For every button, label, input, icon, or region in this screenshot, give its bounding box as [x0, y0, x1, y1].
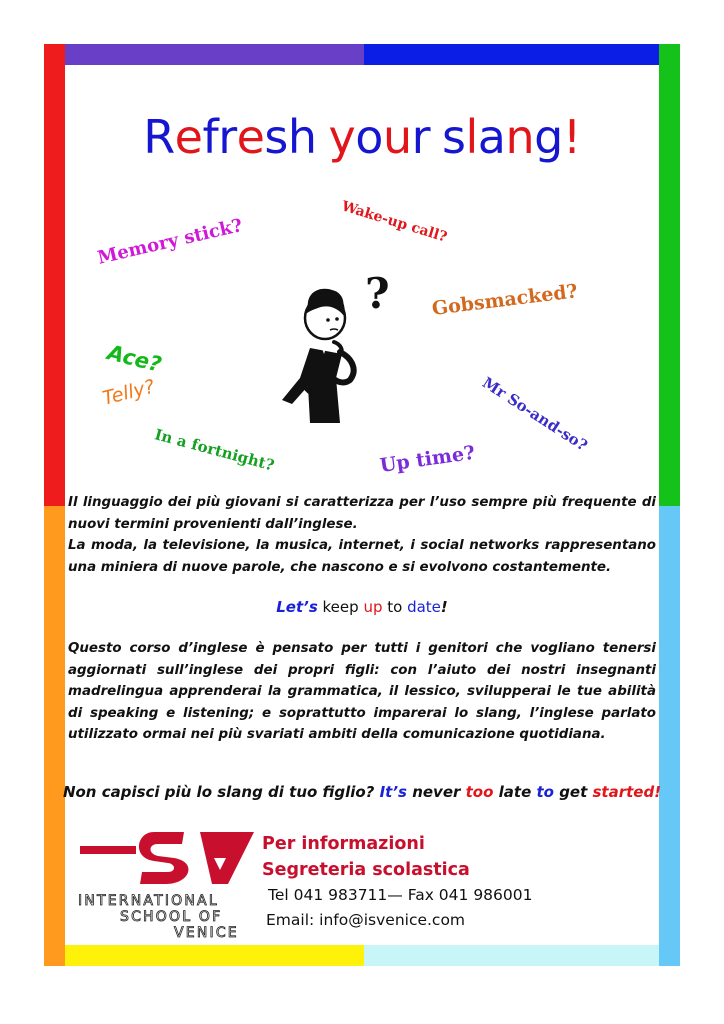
- page-title: [0, 110, 724, 164]
- slogan-date: date: [407, 598, 441, 616]
- title-letter: R: [143, 110, 175, 164]
- title-letter: f: [202, 110, 219, 164]
- slogan-to: to: [382, 598, 408, 616]
- question-part: to: [536, 783, 554, 801]
- title-letter: o: [355, 110, 383, 164]
- frame-bottom-right: [364, 945, 659, 966]
- intro-sentence-2: La moda, la televisione, la musica, internet, i social networks rappresentano una miniera di nuove parole, che nascono e si evolvono costantemente.: [68, 538, 656, 575]
- slang-telly: Telly?: [100, 375, 157, 410]
- title-letter: e: [236, 110, 265, 164]
- slogan-keep: keep: [317, 598, 364, 616]
- slogan-lets: Let’s: [276, 598, 318, 616]
- slang-memory-stick: Memory stick?: [95, 214, 245, 269]
- question-part: get: [553, 783, 593, 801]
- title-letter: h: [287, 110, 317, 164]
- slang-in-a-fortnight: In a fortnight?: [152, 425, 277, 475]
- question-part: It’s: [379, 783, 407, 801]
- contact-phone: Tel 041 983711— Fax 041 986001: [268, 886, 533, 904]
- title-letter: !: [562, 110, 581, 164]
- question-mark-icon: ?: [365, 269, 390, 318]
- contact-email: Email: info@isvenice.com: [266, 911, 466, 929]
- school-logo: [78, 828, 256, 940]
- frame-top-left: [44, 44, 364, 65]
- logo-line-1: INTERNATIONAL: [78, 893, 219, 909]
- intro-paragraph: [68, 492, 656, 578]
- slang-mr-so-and-so: Mr So-and-so?: [479, 373, 591, 455]
- title-letter: a: [477, 110, 506, 164]
- title-letter: u: [382, 110, 412, 164]
- title-letter: n: [505, 110, 535, 164]
- contact-heading-1: Per informazioni: [262, 834, 425, 854]
- title-letter: s: [264, 110, 288, 164]
- slogan-up: up: [363, 598, 383, 616]
- contact-heading-2: Segreteria scolastica: [262, 860, 470, 880]
- title-letter: s: [442, 110, 466, 164]
- frame-bottom-left: [65, 945, 364, 966]
- frame-left-bottom: [44, 506, 65, 966]
- course-paragraph: Questo corso d’inglese è pensato per tutti i genitori che vogliano tenersi aggiornati sull’inglese dei propri figli: con l’aiuto dei nostri insegnanti madrelingua apprenderai la grammatica, il lessico, svilupperai le tue abilità di speaking e listening; e soprattutto imparerai lo slang, l’inglese parlato utilizzato ormai nei più svariati ambiti della comunicazione quotidiana.: [68, 641, 656, 742]
- intro-sentence-1: Il linguaggio dei più giovani si caratterizza per l’uso sempre più frequente di nuovi termini provenienti dall’inglese.: [68, 495, 656, 532]
- title-letter: r: [218, 110, 237, 164]
- title-letter: g: [534, 110, 563, 164]
- question-part: started!: [592, 783, 662, 801]
- title-letter: l: [465, 110, 478, 164]
- title-letter: y: [328, 110, 356, 164]
- thinking-person-illustration: [270, 268, 420, 428]
- isv-logo-mark: [78, 828, 256, 888]
- slang-gobsmacked: Gobsmacked?: [430, 280, 579, 320]
- slang-ace: Ace?: [105, 340, 164, 377]
- frame-right-bottom: [659, 506, 680, 966]
- question-part: too: [465, 783, 494, 801]
- question-part: Non capisci più lo slang di tuo figlio?: [62, 783, 380, 801]
- closing-question: [60, 783, 664, 801]
- title-letter: e: [174, 110, 203, 164]
- slang-up-time: Up time?: [378, 441, 477, 477]
- slang-wake-up-call: Wake-up call?: [339, 198, 449, 246]
- question-part: never: [406, 783, 466, 801]
- slogan-exclamation: !: [440, 598, 448, 616]
- slogan: [60, 598, 664, 616]
- logo-line-2: SCHOOL OF: [120, 909, 223, 925]
- frame-top-right: [364, 44, 680, 65]
- question-part: late: [493, 783, 537, 801]
- logo-line-3: VENICE: [174, 925, 239, 941]
- title-letter: r: [411, 110, 431, 164]
